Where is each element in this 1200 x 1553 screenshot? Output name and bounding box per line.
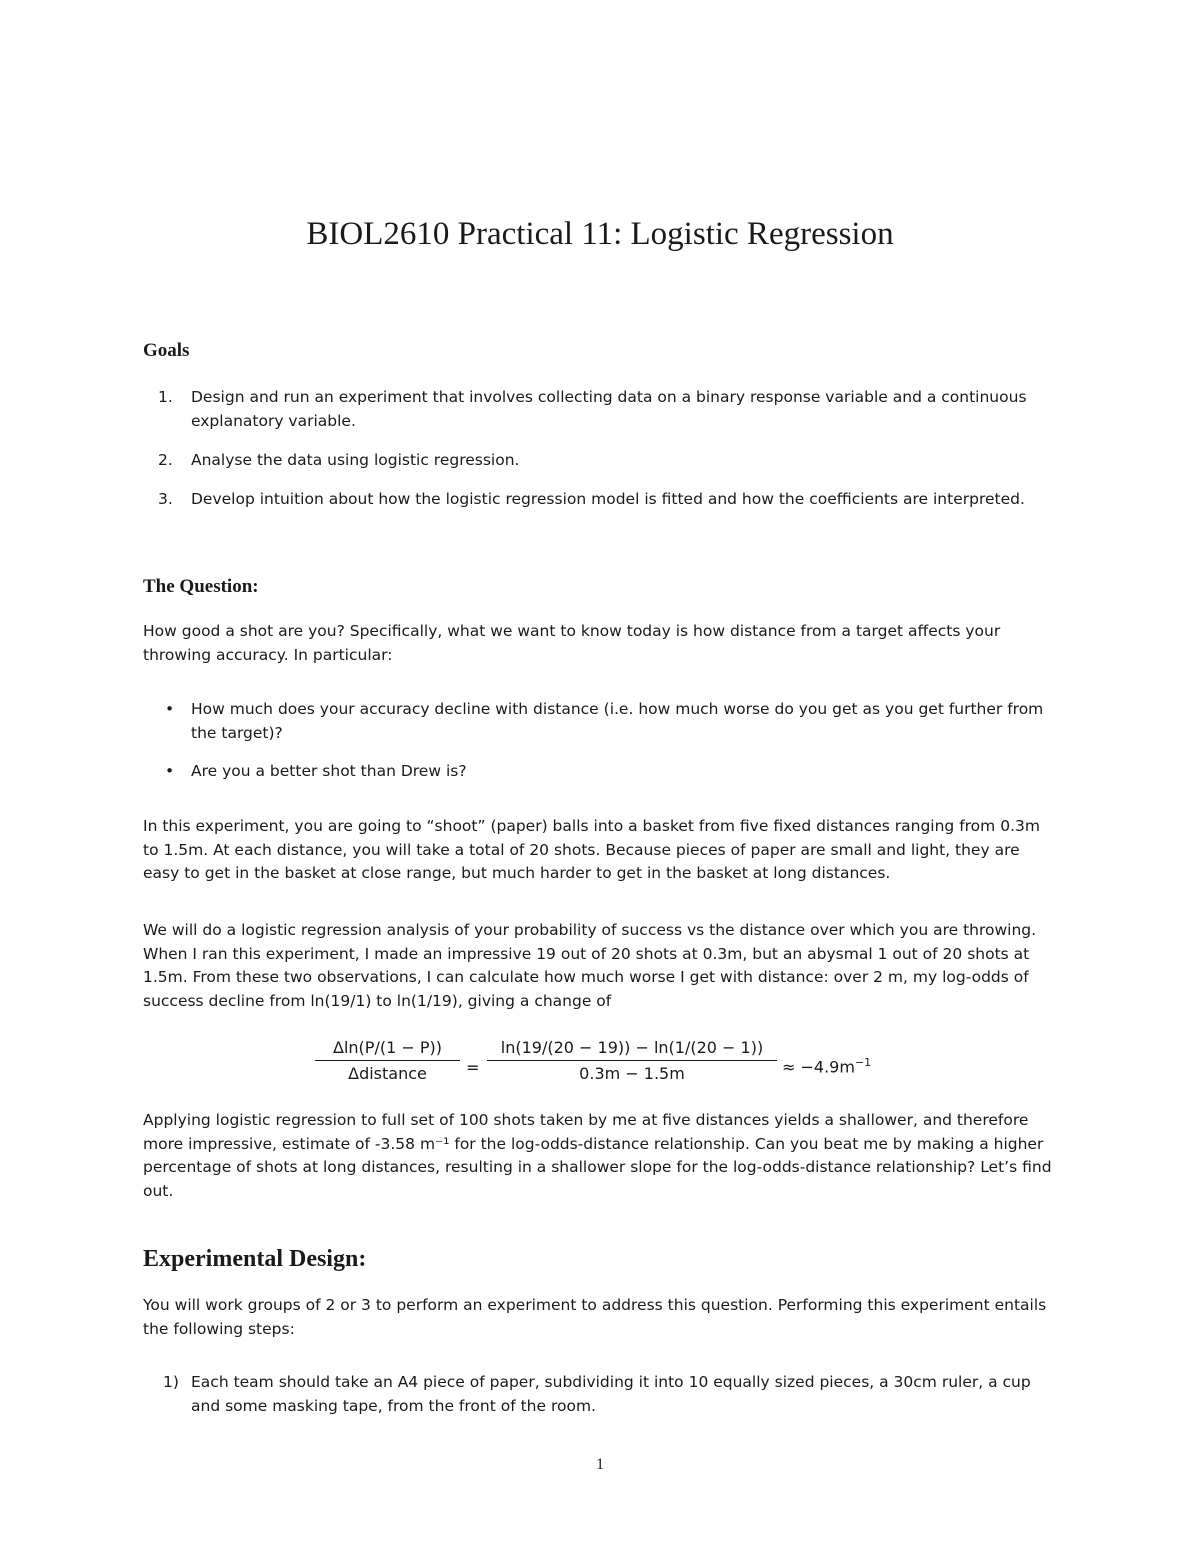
rhs-denominator: 0.3m − 1.5m [579, 1064, 685, 1083]
approx-exponent: −1 [854, 1056, 872, 1069]
goal-item-2 [143, 449, 1059, 473]
goal-text: Develop intuition about how the logistic regression model is fitted and how the coefficients are interpreted. [191, 490, 1025, 508]
goal-marker: 2. [158, 451, 173, 469]
design-step-1 [143, 1371, 1059, 1418]
page-number: 1 [596, 1456, 604, 1473]
equals-sign: = [466, 1058, 480, 1077]
design-heading: Experimental Design: [143, 1246, 367, 1272]
bullet-icon: • [165, 700, 175, 718]
goal-item-3 [143, 488, 1059, 512]
page-title: BIOL2610 Practical 11: Logistic Regression [306, 216, 894, 252]
rhs-fraction [487, 1038, 777, 1083]
goal-marker: 1. [158, 388, 173, 406]
bullet-icon: • [165, 762, 175, 780]
lhs-numerator: Δln(P/(1 − P)) [315, 1038, 460, 1061]
regression-result: Applying logistic regression to full set of 100 shots taken by me at five distances yields a shallower, and therefore more impressive, estimate of -3.58 m⁻¹ for the log-odds-distance relationship. Can you beat me by making a higher percentage of shots at long distances, resulting in a shallower slope for the log-odds-distance relationship? Let’s find out. [143, 1111, 1052, 1200]
question-bullet-1 [143, 698, 1059, 745]
lhs-denominator: Δdistance [348, 1064, 427, 1083]
log-odds-equation [0, 1038, 1200, 1098]
step-marker: 1) [163, 1373, 179, 1391]
question-heading: The Question: [143, 576, 259, 597]
step-text: Each team should take an A4 piece of paper, subdividing it into 10 equally sized pieces, a 30cm ruler, a cup and some masking tape, from the front of the room. [191, 1373, 1031, 1415]
goal-text: Analyse the data using logistic regression. [191, 451, 520, 469]
regression-description: We will do a logistic regression analysis of your probability of success vs the distance over which you are throwing. When I ran this experiment, I made an impressive 19 out of 20 shots at 0.3m, but an abysmal 1 out of 20 shots at 1.5m. From these two observations, I can calculate how much worse I get with distance: over 2 m, my log-odds of success decline from ln(19/1) to ln(1/19), giving a change of [143, 921, 1037, 1010]
lhs-fraction [315, 1038, 460, 1083]
bullet-text: Are you a better shot than Drew is? [191, 762, 467, 780]
goal-marker: 3. [158, 490, 173, 508]
bullet-text: How much does your accuracy decline with distance (i.e. how much worse do you get as you get further from the target)? [191, 700, 1044, 742]
question-intro: How good a shot are you? Specifically, what we want to know today is how distance from a target affects your throwing accuracy. In particular: [143, 622, 1001, 664]
approx-value: ≈ −4.9m [782, 1057, 855, 1077]
rhs-numerator: ln(19/(20 − 19)) − ln(1/(20 − 1)) [487, 1038, 777, 1061]
experiment-description: In this experiment, you are going to “shoot” (paper) balls into a basket from five fixed distances ranging from 0.3m to 1.5m. At each distance, you will take a total of 20 shots. Because pieces of paper are small and light, they are easy to get in the basket at close range, but much harder to get in the basket at long distances. [143, 817, 1040, 882]
goals-heading: Goals [143, 340, 190, 361]
question-bullet-2 [143, 760, 1059, 784]
goal-item-1 [143, 386, 1059, 433]
design-intro: You will work groups of 2 or 3 to perform an experiment to address this question. Performing this experiment entails the following steps: [143, 1296, 1047, 1338]
approx-result [782, 1056, 871, 1076]
goal-text: Design and run an experiment that involves collecting data on a binary response variable and a continuous explanatory variable. [191, 388, 1027, 430]
